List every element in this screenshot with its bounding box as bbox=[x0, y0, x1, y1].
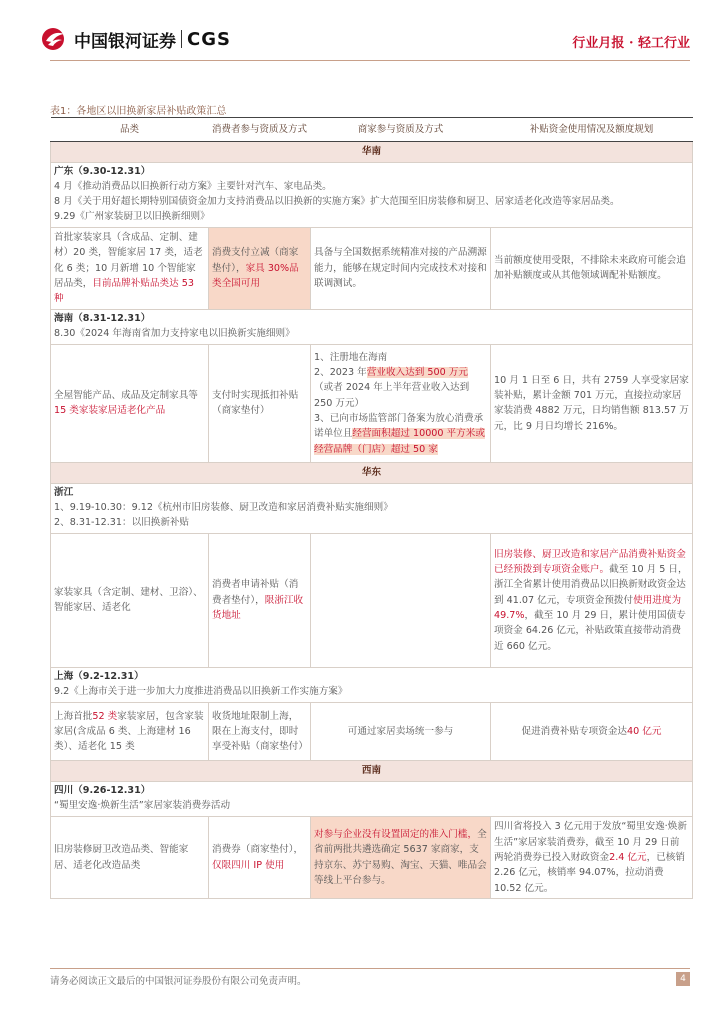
province-row-zhejiang bbox=[51, 483, 693, 501]
funds-text: 促进消费补贴专项资金达 bbox=[521, 725, 628, 737]
province-name: 海南（8.31-12.31） bbox=[51, 309, 693, 327]
merchant-cell bbox=[311, 533, 491, 667]
merchant-highlight: 对参与企业没有设置固定的准入门槛， bbox=[314, 829, 478, 841]
category-cell bbox=[51, 703, 209, 761]
note-text: 9.2《上海市关于进一步加大力度推进消费品以旧换新工作实施方案》 bbox=[51, 685, 693, 702]
note-row bbox=[51, 799, 693, 816]
page-header bbox=[0, 0, 724, 62]
header-divider bbox=[50, 60, 690, 61]
policy-row-hainan bbox=[51, 344, 693, 462]
policy-table-wrapper bbox=[50, 117, 692, 899]
funds-tail: ，已核销 2.26 亿元，核销率 94.07%，拉动消费 10.52 亿元。 bbox=[494, 852, 685, 894]
province-name: 浙江 bbox=[51, 483, 693, 501]
province-row-guangdong bbox=[51, 163, 693, 181]
merchant-rule-2-tail: （或者 2024 年上半年营业收入达到 250 万元） bbox=[314, 382, 470, 409]
disclaimer: 请务必阅读正文最后的中国银河证券股份有限公司免责声明。 bbox=[50, 976, 307, 987]
merchant-cell bbox=[311, 344, 491, 462]
merchant-cell: 可通过家居卖场统一参与 bbox=[311, 703, 491, 761]
note-row bbox=[51, 327, 693, 344]
consumer-text: 消费者申请补贴（消费者垫付）， bbox=[212, 579, 299, 606]
consumer-cell bbox=[209, 817, 311, 899]
region-label: 华南 bbox=[51, 142, 693, 163]
note-text: 2、8.31-12.31：以旧换新补贴 bbox=[51, 516, 693, 533]
cgs-logo-icon bbox=[40, 26, 68, 52]
funds-tail: ，截至 10 月 29 日，累计使用国债专项资金 64.26 亿元，补贴政策直接带动消费近 660 亿元。 bbox=[494, 610, 686, 652]
region-row-east bbox=[51, 462, 693, 483]
province-name: 上海（9.2-12.31） bbox=[51, 667, 693, 685]
note-row bbox=[51, 195, 693, 210]
category-highlight: 52 类 bbox=[92, 710, 118, 722]
policy-row-zhejiang bbox=[51, 533, 693, 667]
funds-highlight-2: 使用进度为 49.7% bbox=[494, 594, 682, 622]
col-header-consumer: 消费者参与资质及方式 bbox=[209, 118, 311, 142]
note-text: “蜀里安逸·焕新生活”家居家装消费券活动 bbox=[51, 799, 693, 816]
category-text: 全屋智能产品、成品及定制家具等 bbox=[54, 390, 198, 401]
note-text: 4 月《推动消费品以旧换新行动方案》主要针对汽车、家电品类。 bbox=[51, 180, 693, 195]
logo-code: CGS bbox=[187, 28, 231, 50]
col-header-funds: 补贴资金使用情况及额度规划 bbox=[491, 118, 693, 142]
category-highlight: 目前品牌补贴品类达 53 种 bbox=[54, 277, 194, 305]
category-highlight: 15 类家装家居适老化产品 bbox=[54, 405, 166, 417]
province-name: 广东（9.30-12.31） bbox=[51, 163, 693, 181]
merchant-rule-1: 1、注册地在海南 bbox=[314, 351, 388, 363]
funds-highlight: 旧房装修、厨卫改造和家居产品消费补贴资金已经预拨到专项资金账户。 bbox=[494, 548, 686, 576]
note-row bbox=[51, 685, 693, 702]
col-header-merchant: 商家参与资质及方式 bbox=[311, 118, 491, 142]
policy-row-shanghai bbox=[51, 703, 693, 761]
merchant-rule-3-highlight: 经营面积超过 10000 平方米或经营品牌（门店）超过 50 家 bbox=[314, 428, 485, 455]
funds-cell bbox=[491, 533, 693, 667]
province-name: 四川（9.26-12.31） bbox=[51, 782, 693, 800]
policy-row-sichuan bbox=[51, 817, 693, 899]
category-tail: 家装家居，包含家装家居(含成品 6 类、上海建材 16 类）、适老化 15 类 bbox=[54, 710, 204, 753]
category-cell bbox=[51, 227, 209, 309]
funds-cell bbox=[491, 703, 693, 761]
table-header-row bbox=[51, 118, 693, 142]
note-row bbox=[51, 180, 693, 195]
note-text: 8 月《关于用好超长期特别国债资金加力支持消费品以旧换新的实施方案》扩大范围至旧房装修和厨卫、居家适老化改造等家居品类。 bbox=[51, 195, 693, 210]
funds-text: 截至 10 月 5 日，浙江全省累计使用消费品以旧换新财政资金达到 41.07 亿元，专项资金预拨付 bbox=[494, 564, 688, 606]
consumer-text: 消费支付立减（商家垫付）， bbox=[212, 247, 299, 274]
funds-highlight: 2.4 亿元 bbox=[609, 852, 647, 864]
consumer-cell bbox=[209, 533, 311, 667]
consumer-cell bbox=[209, 227, 311, 309]
category-text: 首批家装家具（含成品、定制、建材）20 类，智能家居 17 类，适老化 6 类；10 月新增 10 个智能家居品类， bbox=[54, 231, 203, 289]
logo bbox=[40, 26, 231, 52]
col-header-category: 品类 bbox=[51, 118, 209, 142]
consumer-cell: 收货地址限制上海，限在上海支付，即时享受补贴（商家垫付） bbox=[209, 703, 311, 761]
funds-cell: 当前额度使用受限，不排除未来政府可能会追加补贴额度或从其他领域调配补贴额度。 bbox=[491, 227, 693, 309]
region-label: 西南 bbox=[51, 761, 693, 782]
funds-cell bbox=[491, 817, 693, 899]
report-type: 行业月报 · 轻工行业 bbox=[572, 36, 690, 51]
region-label: 华东 bbox=[51, 462, 693, 483]
page-number: 4 bbox=[676, 972, 690, 986]
funds-cell: 10 月 1 日至 6 日，共有 2759 人享受家居家装补贴，累计金额 701 万元，直接拉动家居家装消费 4882 万元，日均销售额 813.57 万元，比 9 月日均增长 216%。 bbox=[491, 344, 693, 462]
funds-text: 四川省将投入 3 亿元用于发放“蜀里安逸·焕新生活”家居家装消费券，截至 10 月 29 日前两轮消费券已投入财政资金 bbox=[494, 821, 687, 864]
merchant-rule-2-highlight: 营业收入达到 500 万元 bbox=[366, 366, 468, 378]
logo-separator bbox=[181, 30, 182, 48]
province-row-shanghai bbox=[51, 667, 693, 685]
category-text: 上海首批 bbox=[54, 710, 93, 722]
consumer-cell: 支付时实现抵扣补贴（商家垫付） bbox=[209, 344, 311, 462]
region-row-west bbox=[51, 761, 693, 782]
note-row bbox=[51, 501, 693, 516]
merchant-rule-2 bbox=[314, 365, 487, 411]
note-row bbox=[51, 210, 693, 227]
merchant-rule-2-text: 2、2023 年 bbox=[314, 366, 367, 378]
footer-divider bbox=[50, 968, 690, 969]
note-text: 1、9.19-10.30：9.12《杭州市旧房装修、厨卫改造和家居消费补贴实施细则》 bbox=[51, 501, 693, 516]
category-cell bbox=[51, 344, 209, 462]
merchant-cell bbox=[311, 817, 491, 899]
note-text: 8.30《2024 年海南省加力支持家电以旧换新实施细则》 bbox=[51, 327, 693, 344]
policy-row-guangdong bbox=[51, 227, 693, 309]
region-row-south bbox=[51, 142, 693, 163]
logo-name: 中国银河证券 bbox=[74, 31, 176, 52]
note-row bbox=[51, 516, 693, 533]
note-text: 9.29《广州家装厨卫以旧换新细则》 bbox=[51, 210, 693, 227]
merchant-cell: 具备与全国数据系统精准对接的产品溯源能力，能够在规定时间内完成技术对接和联调测试。 bbox=[311, 227, 491, 309]
province-row-hainan bbox=[51, 309, 693, 327]
consumer-highlight: 限浙江收货地址 bbox=[212, 594, 304, 622]
merchant-rule-3-text: 3、已向市场监管部门备案为放心消费承诺单位且 bbox=[314, 413, 484, 440]
consumer-highlight: 家具 30%品类全国可用 bbox=[212, 262, 299, 289]
category-cell: 旧房装修厨卫改造品类、智能家居、适老化改造品类 bbox=[51, 817, 209, 899]
consumer-text: 消费券（商家垫付）， bbox=[212, 844, 304, 856]
province-row-sichuan bbox=[51, 782, 693, 800]
policy-table bbox=[50, 117, 693, 899]
category-cell: 家装家具（含定制、建材、卫浴）、智能家居、适老化 bbox=[51, 533, 209, 667]
table-title: 表1：各地区以旧换新家居补贴政策汇总 bbox=[50, 106, 227, 117]
merchant-rule-3 bbox=[314, 411, 487, 457]
consumer-highlight: 仅限四川 IP 使用 bbox=[212, 859, 285, 871]
merchant-text: 全省前两批共遴选确定 5637 家商家，支持京东、苏宁易购、淘宝、天猫、唯品会等线上平台参与。 bbox=[314, 829, 487, 887]
funds-highlight: 40 亿元 bbox=[627, 725, 662, 737]
